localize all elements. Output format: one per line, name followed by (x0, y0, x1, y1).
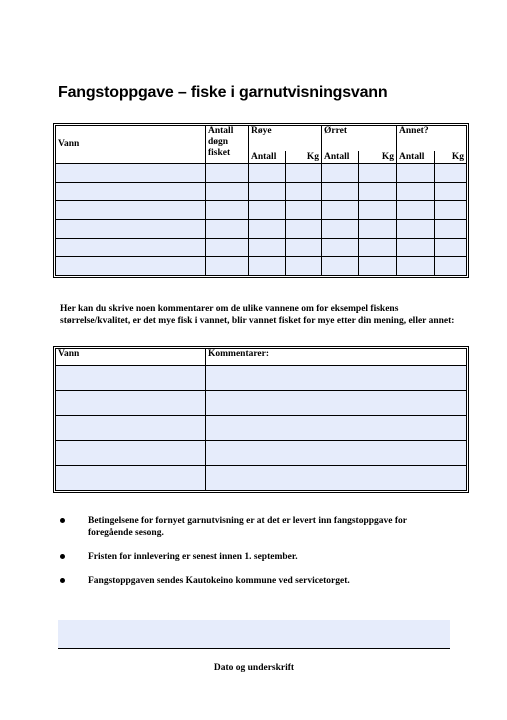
table-cell-input[interactable] (206, 238, 249, 257)
header-kg: Kg (435, 151, 467, 164)
table-row (56, 366, 467, 391)
table-cell-input[interactable] (56, 416, 206, 441)
table-cell-input[interactable] (206, 201, 249, 220)
header-kg: Kg (359, 151, 397, 164)
table-row (56, 466, 467, 491)
list-item: Fristen for innlevering er senest innen 1. september. (60, 551, 450, 563)
table-cell-input[interactable] (359, 257, 397, 276)
table-row (56, 164, 467, 183)
bullet-icon (60, 578, 65, 583)
table-cell-input[interactable] (56, 220, 206, 239)
table-cell-input[interactable] (286, 164, 322, 183)
header-vann: Vann (56, 349, 206, 366)
table-cell-input[interactable] (206, 441, 467, 466)
table-cell-input[interactable] (56, 391, 206, 416)
table-cell-input[interactable] (206, 466, 467, 491)
table-row (56, 182, 467, 201)
table-cell-input[interactable] (435, 164, 467, 183)
table-cell-input[interactable] (322, 164, 359, 183)
table-cell-input[interactable] (286, 257, 322, 276)
table-cell-input[interactable] (286, 182, 322, 201)
page-title: Fangstoppgave – fiske i garnutvisningsvann (58, 84, 388, 101)
table-cell-input[interactable] (56, 466, 206, 491)
signature-field[interactable] (58, 620, 450, 648)
table-cell-input[interactable] (397, 238, 435, 257)
table-cell-input[interactable] (397, 182, 435, 201)
signature-label: Dato og underskrift (213, 663, 295, 673)
bullet-icon (60, 518, 65, 523)
table-cell-input[interactable] (322, 257, 359, 276)
table-cell-input[interactable] (286, 238, 322, 257)
table-cell-input[interactable] (206, 391, 467, 416)
table-cell-input[interactable] (435, 220, 467, 239)
table-cell-input[interactable] (397, 201, 435, 220)
table-cell-input[interactable] (249, 220, 286, 239)
table-row (56, 441, 467, 466)
table-cell-input[interactable] (435, 238, 467, 257)
comment-table (55, 348, 467, 491)
table-cell-input[interactable] (56, 164, 206, 183)
table-cell-input[interactable] (435, 201, 467, 220)
table-cell-input[interactable] (249, 182, 286, 201)
header-species-annet: Annet? (397, 126, 467, 151)
table-cell-input[interactable] (286, 220, 322, 239)
table-cell-input[interactable] (249, 164, 286, 183)
header-antall-dogn-fisket: Antall døgn fisket (206, 126, 249, 164)
table-cell-input[interactable] (397, 164, 435, 183)
catch-table (55, 125, 467, 276)
header-vann: Vann (56, 126, 206, 164)
table-cell-input[interactable] (249, 238, 286, 257)
table-cell-input[interactable] (56, 257, 206, 276)
table-row (56, 416, 467, 441)
table-cell-input[interactable] (322, 182, 359, 201)
signature-line (58, 648, 450, 649)
table-cell-input[interactable] (206, 366, 467, 391)
table-cell-input[interactable] (206, 257, 249, 276)
table-cell-input[interactable] (359, 238, 397, 257)
table-cell-input[interactable] (206, 416, 467, 441)
comment-instructions: Her kan du skrive noen kommentarer om de ulike vannene om for eksempel fiskens størrelse/kvalitet, er det mye fisk i vannet, blir vannet fisket for mye etter din mening, eller annet: (60, 304, 455, 326)
table-cell-input[interactable] (435, 182, 467, 201)
header-antall: Antall (322, 151, 359, 164)
table-cell-input[interactable] (322, 238, 359, 257)
table-cell-input[interactable] (206, 164, 249, 183)
table-cell-input[interactable] (397, 257, 435, 276)
list-item: Fangstoppgaven sendes Kautokeino kommune ved servicetorget. (60, 575, 450, 587)
header-antall: Antall (249, 151, 286, 164)
table-cell-input[interactable] (322, 220, 359, 239)
table-row (56, 238, 467, 257)
table-cell-input[interactable] (359, 220, 397, 239)
table-cell-input[interactable] (56, 201, 206, 220)
header-kg: Kg (286, 151, 322, 164)
table-row (56, 391, 467, 416)
header-antall: Antall (397, 151, 435, 164)
table-cell-input[interactable] (249, 201, 286, 220)
table-cell-input[interactable] (56, 238, 206, 257)
table-cell-input[interactable] (435, 257, 467, 276)
table-cell-input[interactable] (56, 441, 206, 466)
table-row (56, 220, 467, 239)
table-row (56, 201, 467, 220)
bullet-icon (60, 554, 65, 559)
notes-list (60, 515, 450, 599)
table-cell-input[interactable] (359, 164, 397, 183)
table-cell-input[interactable] (359, 201, 397, 220)
table-cell-input[interactable] (56, 366, 206, 391)
list-item: Betingelsene for fornyet garnutvisning er at det er levert inn fangstoppgave for foregående sesong. (60, 515, 450, 539)
table-cell-input[interactable] (206, 220, 249, 239)
header-kommentarer: Kommentarer: (206, 349, 467, 366)
table-row (56, 257, 467, 276)
table-cell-input[interactable] (56, 182, 206, 201)
table-cell-input[interactable] (206, 182, 249, 201)
header-species-roye: Røye (249, 126, 322, 151)
table-cell-input[interactable] (286, 201, 322, 220)
table-cell-input[interactable] (359, 182, 397, 201)
table-cell-input[interactable] (322, 201, 359, 220)
header-species-orret: Ørret (322, 126, 397, 151)
table-cell-input[interactable] (249, 257, 286, 276)
table-cell-input[interactable] (397, 220, 435, 239)
